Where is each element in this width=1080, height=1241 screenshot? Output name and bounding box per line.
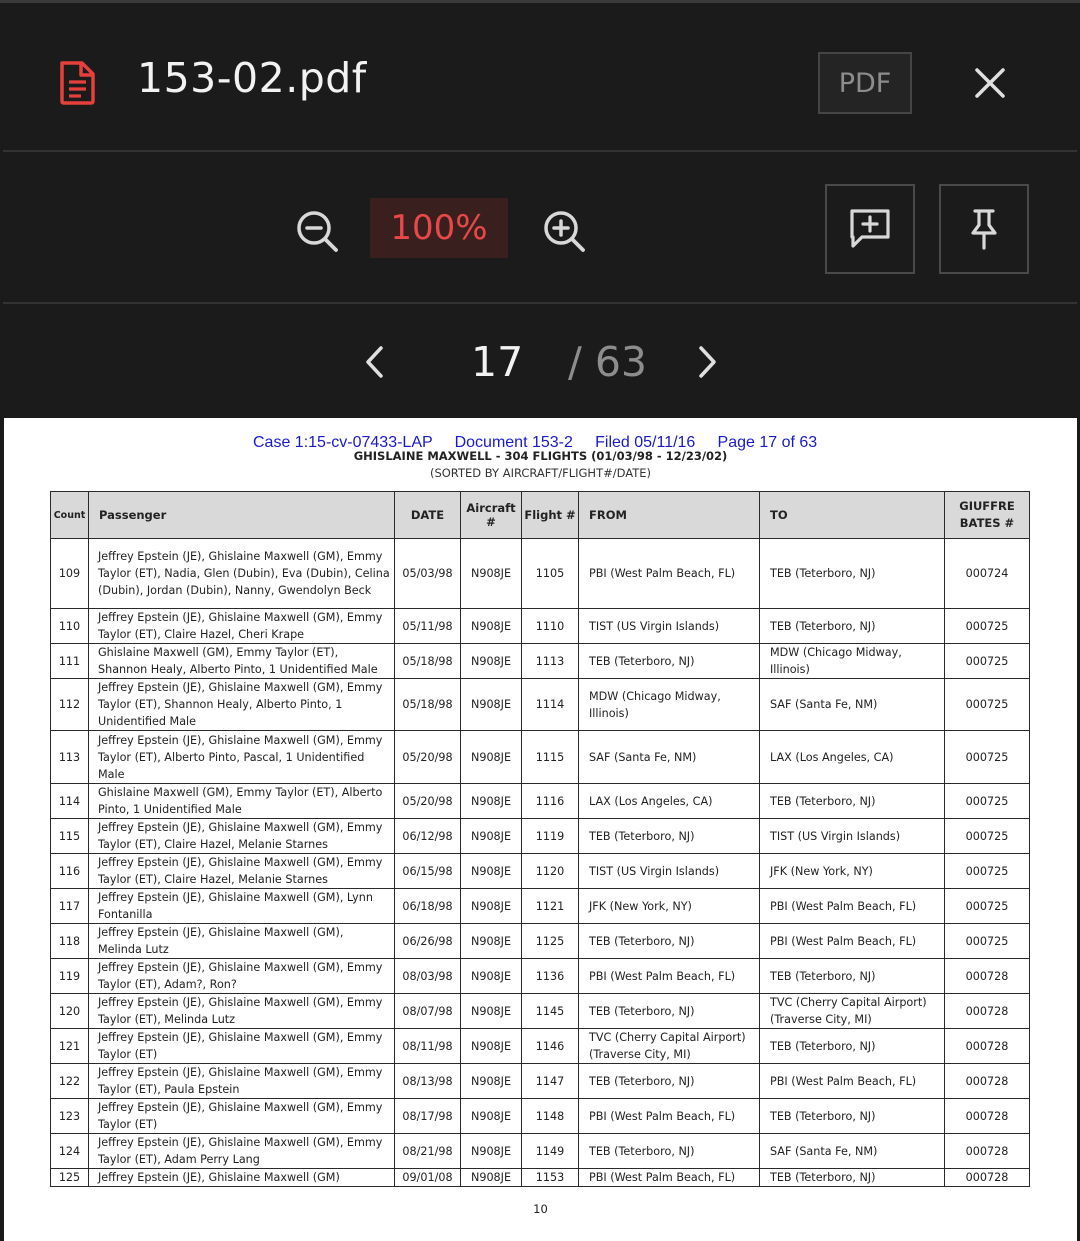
date-cell: 08/03/98: [395, 959, 461, 994]
flight-cell: 1113: [522, 644, 579, 679]
flight-cell: 1153: [522, 1169, 579, 1187]
passenger-cell: Jeffrey Epstein (JE), Ghislaine Maxwell (GM), Emmy Taylor (ET): [89, 1099, 395, 1134]
date-cell: 05/18/98: [395, 644, 461, 679]
table-row: [51, 1099, 1030, 1134]
flight-cell: 1105: [522, 539, 579, 609]
from-cell: JFK (New York, NY): [579, 889, 760, 924]
passenger-cell: Jeffrey Epstein (JE), Ghislaine Maxwell (GM), Melinda Lutz: [89, 924, 395, 959]
date-cell: 06/18/98: [395, 889, 461, 924]
page-number: 10: [533, 1202, 548, 1216]
count-cell: 114: [51, 784, 89, 819]
passenger-cell: Jeffrey Epstein (JE), Ghislaine Maxwell (GM), Emmy Taylor (ET), Paula Epstein: [89, 1064, 395, 1099]
bates-cell: 000728: [945, 959, 1030, 994]
passenger-cell: Ghislaine Maxwell (GM), Emmy Taylor (ET), Alberto Pinto, 1 Unidentified Male: [89, 784, 395, 819]
count-cell: 111: [51, 644, 89, 679]
flight-cell: 1125: [522, 924, 579, 959]
flight-cell: 1121: [522, 889, 579, 924]
passenger-cell: Jeffrey Epstein (JE), Ghislaine Maxwell (GM), Emmy Taylor (ET), Alberto Pinto, Pascal, 1 Unidentified Male: [89, 731, 395, 784]
to-cell: TVC (Cherry Capital Airport) (Traverse City, MI): [760, 994, 945, 1029]
bates-cell: 000728: [945, 1099, 1030, 1134]
aircraft-cell: N908JE: [461, 1099, 522, 1134]
bates-cell: 000725: [945, 924, 1030, 959]
count-cell: 120: [51, 994, 89, 1029]
aircraft-cell: N908JE: [461, 644, 522, 679]
aircraft-cell: N908JE: [461, 731, 522, 784]
table-row: [51, 924, 1030, 959]
count-cell: 112: [51, 679, 89, 731]
flight-cell: 1110: [522, 609, 579, 644]
to-cell: MDW (Chicago Midway, Illinois): [760, 644, 945, 679]
bates-cell: 000725: [945, 609, 1030, 644]
to-cell: TEB (Teterboro, NJ): [760, 1099, 945, 1134]
passenger-cell: Jeffrey Epstein (JE), Ghislaine Maxwell (GM), Emmy Taylor (ET), Melinda Lutz: [89, 994, 395, 1029]
table-row: [51, 644, 1030, 679]
to-cell: TEB (Teterboro, NJ): [760, 784, 945, 819]
zoom-level[interactable]: 100%: [370, 198, 508, 258]
table-row: [51, 959, 1030, 994]
bates-cell: 000728: [945, 1169, 1030, 1187]
count-cell: 125: [51, 1169, 89, 1187]
case-header: Case 1:15-cv-07433-LAP Document 153-2 Filed 05/11/16 Page 17 of 63: [253, 434, 818, 451]
table-row: [51, 539, 1030, 609]
table-row: [51, 1134, 1030, 1169]
to-cell: TEB (Teterboro, NJ): [760, 1029, 945, 1064]
from-cell: PBI (West Palm Beach, FL): [579, 1099, 760, 1134]
aircraft-cell: N908JE: [461, 959, 522, 994]
aircraft-cell: N908JE: [461, 1169, 522, 1187]
aircraft-cell: N908JE: [461, 854, 522, 889]
from-cell: SAF (Santa Fe, NM): [579, 731, 760, 784]
bates-cell: 000724: [945, 539, 1030, 609]
flight-cell: 1116: [522, 784, 579, 819]
bates-cell: 000725: [945, 731, 1030, 784]
column-header: Flight #: [522, 492, 579, 539]
to-cell: SAF (Santa Fe, NM): [760, 1134, 945, 1169]
title-bar: [3, 6, 1077, 152]
document-title: GHISLAINE MAXWELL - 304 FLIGHTS (01/03/98 - 12/23/02): [353, 449, 728, 463]
date-cell: 08/11/98: [395, 1029, 461, 1064]
passenger-cell: Jeffrey Epstein (JE), Ghislaine Maxwell (GM): [89, 1169, 395, 1187]
from-cell: TEB (Teterboro, NJ): [579, 819, 760, 854]
bates-cell: 000725: [945, 819, 1030, 854]
to-cell: PBI (West Palm Beach, FL): [760, 889, 945, 924]
pdf-format-button[interactable]: PDF: [818, 52, 912, 114]
table-row: [51, 1029, 1030, 1064]
pin-button[interactable]: [939, 184, 1029, 274]
date-cell: 05/11/98: [395, 609, 461, 644]
pdf-page: [4, 418, 1077, 1241]
date-cell: 05/03/98: [395, 539, 461, 609]
to-cell: TIST (US Virgin Islands): [760, 819, 945, 854]
zoom-toolbar: [3, 154, 1077, 304]
aircraft-cell: N908JE: [461, 1134, 522, 1169]
from-cell: TIST (US Virgin Islands): [579, 854, 760, 889]
count-cell: 119: [51, 959, 89, 994]
date-cell: 05/20/98: [395, 784, 461, 819]
column-header: FROM: [579, 492, 760, 539]
aircraft-cell: N908JE: [461, 784, 522, 819]
to-cell: PBI (West Palm Beach, FL): [760, 1064, 945, 1099]
table-body: [51, 539, 1030, 1187]
passenger-cell: Jeffrey Epstein (JE), Ghislaine Maxwell (GM), Emmy Taylor (ET), Nadia, Glen (Dubin), Eva (Dubin), Celina (Dubin), Jordan (Dubin), Nanny, Gwendolyn Beck: [89, 539, 395, 609]
document-icon: [56, 60, 98, 106]
column-header: GIUFFRE BATES #: [945, 492, 1030, 539]
date-cell: 08/17/98: [395, 1099, 461, 1134]
date-cell: 08/13/98: [395, 1064, 461, 1099]
count-cell: 117: [51, 889, 89, 924]
aircraft-cell: N908JE: [461, 609, 522, 644]
from-cell: TEB (Teterboro, NJ): [579, 994, 760, 1029]
aircraft-cell: N908JE: [461, 679, 522, 731]
passenger-cell: Jeffrey Epstein (JE), Ghislaine Maxwell (GM), Emmy Taylor (ET), Adam Perry Lang: [89, 1134, 395, 1169]
column-header: TO: [760, 492, 945, 539]
count-cell: 123: [51, 1099, 89, 1134]
to-cell: TEB (Teterboro, NJ): [760, 1169, 945, 1187]
passenger-cell: Jeffrey Epstein (JE), Ghislaine Maxwell (GM), Emmy Taylor (ET), Adam?, Ron?: [89, 959, 395, 994]
column-header: Count: [51, 492, 89, 539]
flight-cell: 1149: [522, 1134, 579, 1169]
from-cell: TEB (Teterboro, NJ): [579, 644, 760, 679]
bates-cell: 000725: [945, 889, 1030, 924]
passenger-cell: Jeffrey Epstein (JE), Ghislaine Maxwell (GM), Emmy Taylor (ET): [89, 1029, 395, 1064]
table-row: [51, 609, 1030, 644]
zoom-out-icon[interactable]: [293, 207, 341, 255]
date-cell: 08/21/98: [395, 1134, 461, 1169]
passenger-cell: Ghislaine Maxwell (GM), Emmy Taylor (ET), Shannon Healy, Alberto Pinto, 1 Unidentified Male: [89, 644, 395, 679]
count-cell: 115: [51, 819, 89, 854]
flight-cell: 1115: [522, 731, 579, 784]
total-pages: / 63: [568, 338, 648, 386]
date-cell: 08/07/98: [395, 994, 461, 1029]
zoom-in-icon[interactable]: [540, 207, 588, 255]
column-header: DATE: [395, 492, 461, 539]
from-cell: LAX (Los Angeles, CA): [579, 784, 760, 819]
flight-cell: 1145: [522, 994, 579, 1029]
count-cell: 118: [51, 924, 89, 959]
table-row: [51, 1169, 1030, 1187]
table-row: [51, 784, 1030, 819]
page-navigator: [3, 306, 1077, 418]
table-row: [51, 889, 1030, 924]
flight-cell: 1147: [522, 1064, 579, 1099]
count-cell: 109: [51, 539, 89, 609]
flight-cell: 1114: [522, 679, 579, 731]
count-cell: 124: [51, 1134, 89, 1169]
to-cell: LAX (Los Angeles, CA): [760, 731, 945, 784]
column-header: Aircraft #: [461, 492, 522, 539]
bates-cell: 000725: [945, 644, 1030, 679]
bates-cell: 000728: [945, 1064, 1030, 1099]
date-cell: 06/26/98: [395, 924, 461, 959]
bates-cell: 000728: [945, 1134, 1030, 1169]
from-cell: PBI (West Palm Beach, FL): [579, 539, 760, 609]
chevron-left-icon[interactable]: [359, 342, 389, 382]
passenger-cell: Jeffrey Epstein (JE), Ghislaine Maxwell (GM), Emmy Taylor (ET), Claire Hazel, Cheri Krape: [89, 609, 395, 644]
date-cell: 06/15/98: [395, 854, 461, 889]
close-icon[interactable]: [965, 58, 1015, 108]
table-row: [51, 1064, 1030, 1099]
table-header-row: [51, 492, 1030, 539]
to-cell: JFK (New York, NY): [760, 854, 945, 889]
file-title: 153-02.pdf: [137, 54, 367, 102]
from-cell: MDW (Chicago Midway, Illinois): [579, 679, 760, 731]
from-cell: TIST (US Virgin Islands): [579, 609, 760, 644]
aircraft-cell: N908JE: [461, 994, 522, 1029]
bates-cell: 000725: [945, 679, 1030, 731]
aircraft-cell: N908JE: [461, 924, 522, 959]
count-cell: 121: [51, 1029, 89, 1064]
bates-cell: 000725: [945, 854, 1030, 889]
current-page-input[interactable]: 17: [471, 338, 524, 386]
count-cell: 110: [51, 609, 89, 644]
passenger-cell: Jeffrey Epstein (JE), Ghislaine Maxwell (GM), Emmy Taylor (ET), Claire Hazel, Melanie Starnes: [89, 819, 395, 854]
add-comment-button[interactable]: [825, 184, 915, 274]
to-cell: TEB (Teterboro, NJ): [760, 539, 945, 609]
to-cell: SAF (Santa Fe, NM): [760, 679, 945, 731]
table-row: [51, 731, 1030, 784]
flight-cell: 1146: [522, 1029, 579, 1064]
to-cell: TEB (Teterboro, NJ): [760, 609, 945, 644]
table-row: [51, 679, 1030, 731]
from-cell: TEB (Teterboro, NJ): [579, 1134, 760, 1169]
flight-cell: 1148: [522, 1099, 579, 1134]
passenger-cell: Jeffrey Epstein (JE), Ghislaine Maxwell (GM), Emmy Taylor (ET), Claire Hazel, Melanie Starnes: [89, 854, 395, 889]
aircraft-cell: N908JE: [461, 539, 522, 609]
table-row: [51, 819, 1030, 854]
to-cell: PBI (West Palm Beach, FL): [760, 924, 945, 959]
from-cell: PBI (West Palm Beach, FL): [579, 959, 760, 994]
count-cell: 122: [51, 1064, 89, 1099]
date-cell: 09/01/08: [395, 1169, 461, 1187]
flight-cell: 1119: [522, 819, 579, 854]
from-cell: PBI (West Palm Beach, FL): [579, 1169, 760, 1187]
bates-cell: 000725: [945, 784, 1030, 819]
aircraft-cell: N908JE: [461, 1064, 522, 1099]
aircraft-cell: N908JE: [461, 889, 522, 924]
date-cell: 05/20/98: [395, 731, 461, 784]
count-cell: 116: [51, 854, 89, 889]
column-header: Passenger: [89, 492, 395, 539]
date-cell: 05/18/98: [395, 679, 461, 731]
from-cell: TEB (Teterboro, NJ): [579, 924, 760, 959]
from-cell: TVC (Cherry Capital Airport) (Traverse City, MI): [579, 1029, 760, 1064]
passenger-cell: Jeffrey Epstein (JE), Ghislaine Maxwell (GM), Emmy Taylor (ET), Shannon Healy, Alberto Pinto, 1 Unidentified Male: [89, 679, 395, 731]
date-cell: 06/12/98: [395, 819, 461, 854]
table-row: [51, 994, 1030, 1029]
aircraft-cell: N908JE: [461, 819, 522, 854]
bates-cell: 000728: [945, 1029, 1030, 1064]
aircraft-cell: N908JE: [461, 1029, 522, 1064]
document-subtitle: (SORTED BY AIRCRAFT/FLIGHT#/DATE): [429, 466, 652, 480]
from-cell: TEB (Teterboro, NJ): [579, 1064, 760, 1099]
count-cell: 113: [51, 731, 89, 784]
flight-cell: 1136: [522, 959, 579, 994]
flight-cell: 1120: [522, 854, 579, 889]
passenger-cell: Jeffrey Epstein (JE), Ghislaine Maxwell (GM), Lynn Fontanilla: [89, 889, 395, 924]
to-cell: TEB (Teterboro, NJ): [760, 959, 945, 994]
bates-cell: 000728: [945, 994, 1030, 1029]
pin-icon: [960, 205, 1008, 253]
flights-table: [50, 491, 1030, 1187]
add-comment-icon: [846, 205, 894, 253]
chevron-right-icon[interactable]: [693, 342, 723, 382]
table-row: [51, 854, 1030, 889]
